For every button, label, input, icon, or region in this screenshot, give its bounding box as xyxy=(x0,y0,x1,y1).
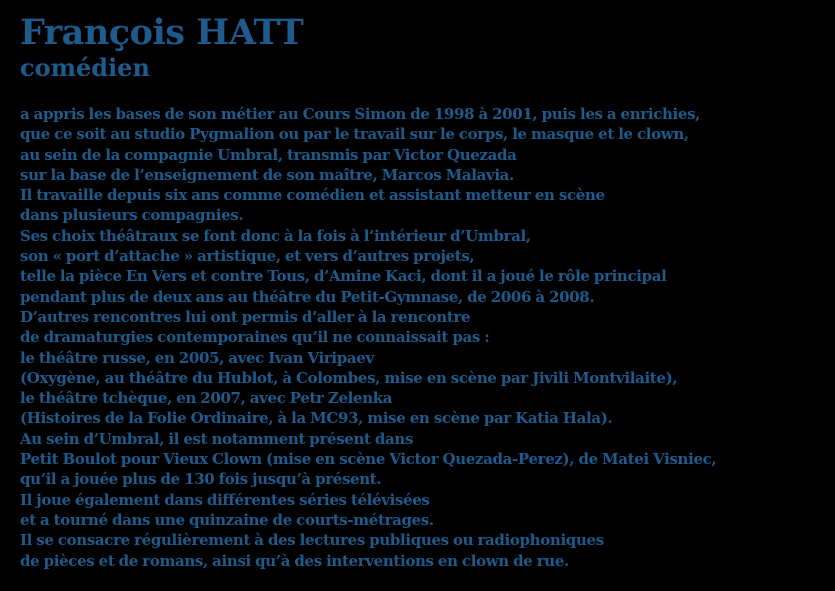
person-role: comédien xyxy=(20,53,150,82)
bio-line: a appris les bases de son métier au Cours Simon de 1998 à 2001, puis les a enrichies, xyxy=(20,105,701,123)
bio-line: Il se consacre régulièrement à des lectures publiques ou radiophoniques xyxy=(20,531,604,550)
bio-page xyxy=(20,12,825,571)
bio-line: Au sein d’Umbral, il est notamment présent dans xyxy=(20,429,414,448)
bio-line: Il travaille depuis six ans comme comédien et assistant metteur en scène xyxy=(20,186,605,205)
bio-line: le théâtre tchèque, en 2007, avec Petr Zelenka xyxy=(20,389,393,408)
bio-line: au sein de la compagnie Umbral, transmis par Victor Quezada xyxy=(20,145,517,164)
bio-line: telle la pièce En Vers et contre Tous, d’Amine Kaci, dont il a joué le rôle principal xyxy=(20,267,667,286)
person-name: François HATT xyxy=(20,12,304,53)
bio-line: pendant plus de deux ans au théâtre du Petit-Gymnase, de 2006 à 2008. xyxy=(20,287,595,306)
bio-line: et a tourné dans une quinzaine de courts-métrages. xyxy=(20,510,434,529)
bio-line: (Histoires de la Folie Ordinaire, à la MC93, mise en scène par Katia Hala). xyxy=(20,409,613,428)
bio-line: de dramaturgies contemporaines qu’il ne connaissait pas : xyxy=(20,328,490,347)
bio-line: le théâtre russe, en 2005, avec Ivan Viripaev xyxy=(20,348,374,367)
bio-line: son « port d’attache » artistique, et vers d’autres projets, xyxy=(20,247,475,266)
biography-text xyxy=(20,104,825,571)
bio-line: Ses choix théâtraux se font donc à la fois à l’intérieur d’Umbral, xyxy=(20,226,531,245)
bio-line: que ce soit au studio Pygmalion ou par le travail sur le corps, le masque et le clown, xyxy=(20,125,689,144)
bio-line: Il joue également dans différentes séries télévisées xyxy=(20,490,430,509)
bio-line: dans plusieurs compagnies. xyxy=(20,206,244,225)
bio-line: D’autres rencontres lui ont permis d’aller à la rencontre xyxy=(20,307,471,326)
bio-line: sur la base de l’enseignement de son maître, Marcos Malavia. xyxy=(20,165,514,184)
bio-line: de pièces et de romans, ainsi qu’à des interventions en clown de rue. xyxy=(20,551,569,570)
bio-line: Petit Boulot pour Vieux Clown (mise en scène Victor Quezada-Perez), de Matei Visniec, xyxy=(20,450,717,469)
bio-line: (Oxygène, au théâtre du Hublot, à Colombes, mise en scène par Jivili Montvilaite), xyxy=(20,368,678,387)
bio-line: qu’il a jouée plus de 130 fois jusqu’à présent. xyxy=(20,470,382,489)
